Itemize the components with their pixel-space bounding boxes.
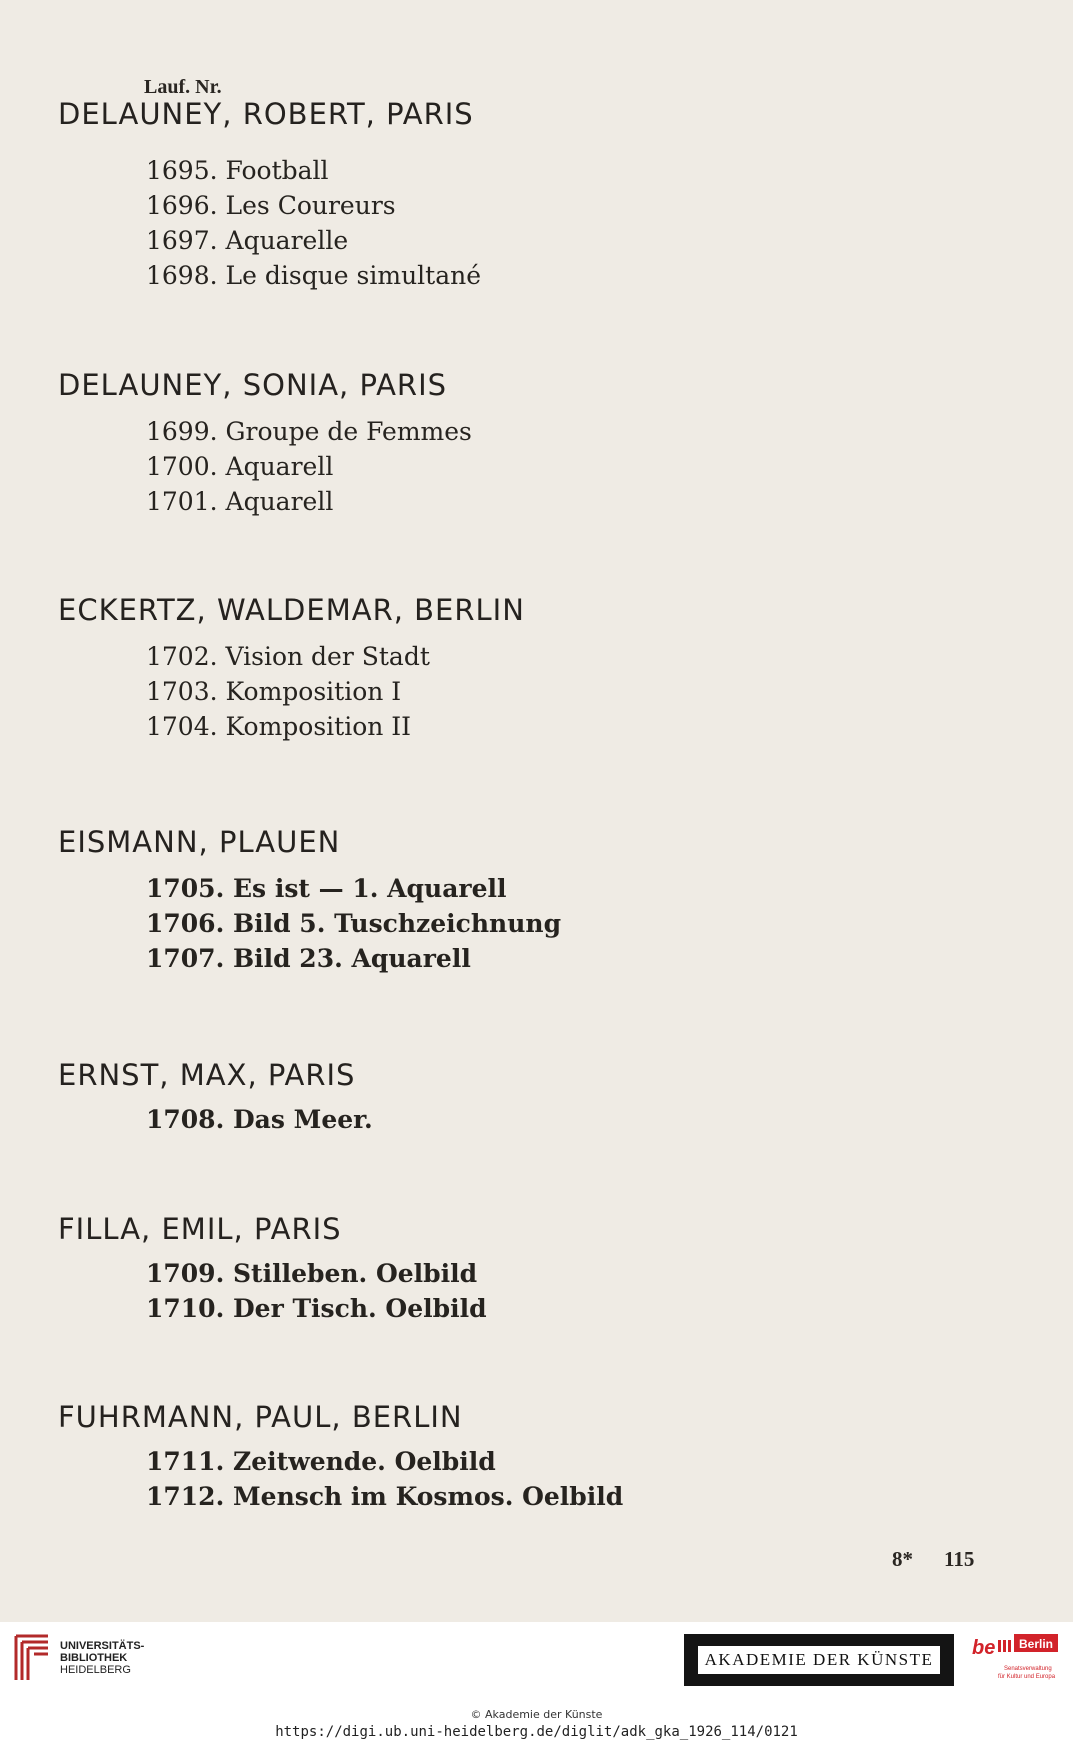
page-number: 115 bbox=[944, 1547, 975, 1571]
catalog-entry: 1698. Le disque simultané bbox=[146, 261, 482, 290]
artist-heading: ECKERTZ, WALDEMAR, BERLIN bbox=[58, 593, 525, 627]
library-line: UNIVERSITÄTS- bbox=[60, 1640, 145, 1652]
berlin-logo-text: Berlin bbox=[1019, 1637, 1054, 1651]
catalog-entry: 1700. Aquarell bbox=[146, 452, 334, 481]
source-url-link[interactable]: https://digi.ub.uni-heidelberg.de/diglit/adk_gka_1926_114/0121 bbox=[275, 1724, 798, 1740]
catalog-entry: 1704. Komposition II bbox=[146, 712, 412, 741]
catalog-entry: 1697. Aquarelle bbox=[146, 226, 349, 255]
artist-heading: FUHRMANN, PAUL, BERLIN bbox=[58, 1400, 463, 1434]
catalog-entry: 1712. Mensch im Kosmos. Oelbild bbox=[146, 1482, 624, 1511]
catalog-entry: 1709. Stilleben. Oelbild bbox=[146, 1259, 478, 1288]
catalog-entry: 1710. Der Tisch. Oelbild bbox=[146, 1294, 487, 1323]
berlin-senate-logo-icon[interactable] bbox=[970, 1632, 1060, 1688]
library-line: HEIDELBERG bbox=[60, 1664, 131, 1676]
catalog-entry: 1695. Football bbox=[146, 156, 329, 185]
berlin-sub-1: Senatsverwaltung bbox=[1004, 1666, 1052, 1672]
berlin-sub-2: für Kultur und Europa bbox=[998, 1674, 1056, 1680]
catalog-entry: 1707. Bild 23. Aquarell bbox=[146, 944, 471, 973]
artist-heading: FILLA, EMIL, PARIS bbox=[58, 1212, 342, 1246]
catalog-entry: 1702. Vision der Stadt bbox=[146, 642, 430, 671]
signature-mark: 8* bbox=[892, 1547, 913, 1571]
catalog-entry: 1708. Das Meer. bbox=[146, 1105, 373, 1134]
university-library-logo-icon[interactable] bbox=[12, 1630, 52, 1686]
library-line: BIBLIOTHEK bbox=[60, 1652, 128, 1664]
artist-heading: DELAUNEY, SONIA, PARIS bbox=[58, 368, 448, 402]
lauf-nr-label: Lauf. Nr. bbox=[144, 76, 222, 98]
catalog-entry: 1699. Groupe de Femmes bbox=[146, 417, 472, 446]
catalog-entry: 1706. Bild 5. Tuschzeichnung bbox=[146, 909, 562, 938]
catalog-entry: 1703. Komposition I bbox=[146, 677, 402, 706]
catalog-entry: 1696. Les Coureurs bbox=[146, 191, 396, 220]
svg-text:be: be bbox=[972, 1637, 996, 1659]
akademie-label: AKADEMIE DER KÜNSTE bbox=[698, 1646, 940, 1674]
artist-heading: EISMANN, PLAUEN bbox=[58, 825, 341, 859]
artist-heading: ERNST, MAX, PARIS bbox=[58, 1058, 356, 1092]
footer-bar bbox=[0, 1622, 1073, 1753]
catalog-entry: 1711. Zeitwende. Oelbild bbox=[146, 1447, 496, 1476]
catalog-entry: 1701. Aquarell bbox=[146, 487, 334, 516]
catalog-entry: 1705. Es ist — 1. Aquarell bbox=[146, 874, 507, 903]
artist-heading: DELAUNEY, ROBERT, PARIS bbox=[58, 97, 474, 131]
copyright-notice: © Akademie der Künste bbox=[470, 1708, 603, 1721]
akademie-logo[interactable] bbox=[684, 1634, 954, 1686]
university-library-name bbox=[60, 1640, 144, 1676]
